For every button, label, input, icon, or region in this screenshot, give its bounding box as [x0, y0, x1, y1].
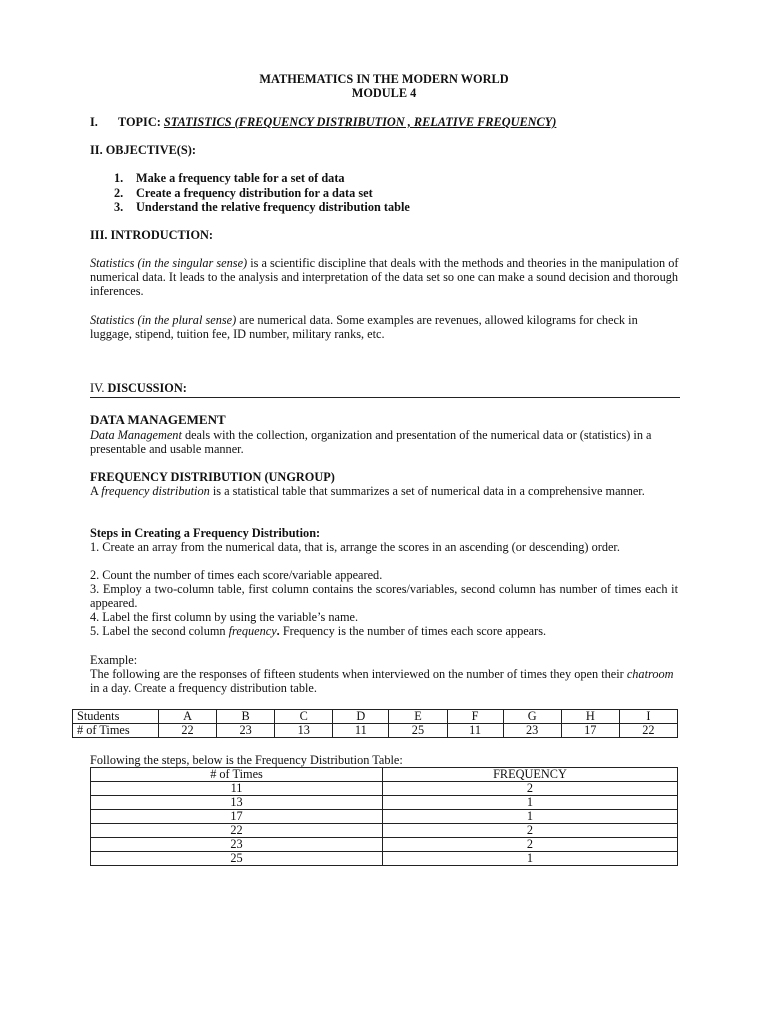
module-label: MODULE 4	[351, 86, 417, 100]
table-cell: F	[447, 710, 503, 724]
introduction-heading: III. INTRODUCTION:	[90, 228, 213, 242]
table-cell: 23	[217, 724, 275, 738]
example-paragraph: The following are the responses of fifteen students when interviewed on the number of times they open their chatroom in a day. Create a frequency distribution table.	[90, 667, 674, 696]
step-1: 1. Create an array from the numerical data, that is, arrange the scores in an ascending (or descending) order.	[90, 540, 620, 554]
table-cell: 1	[383, 810, 678, 824]
table-cell: 17	[91, 810, 383, 824]
table-row	[91, 824, 678, 838]
table-cell: Students	[73, 710, 159, 724]
table-row	[91, 852, 678, 866]
objective-item: 2. Create a frequency distribution for a data set	[114, 185, 373, 200]
introduction-paragraph-2: Statistics (in the plural sense) are numerical data. Some examples are revenues, allowed kilograms for check in luggage, stipend, tuition fee, ID number, military ranks, etc.	[90, 313, 638, 342]
table-cell: E	[389, 710, 447, 724]
discussion-number: IV.	[90, 381, 105, 395]
table-cell: 23	[503, 724, 561, 738]
table-cell: 13	[91, 796, 383, 810]
table-cell: I	[619, 710, 677, 724]
table-row	[91, 810, 678, 824]
table-cell: 11	[91, 782, 383, 796]
table-cell: D	[333, 710, 389, 724]
column-header: FREQUENCY	[383, 768, 678, 782]
frequency-table-intro: Following the steps, below is the Frequency Distribution Table:	[90, 753, 403, 767]
step-5: 5. Label the second column frequency. Frequency is the number of times each score appears.	[90, 624, 547, 638]
frequency-distribution-heading: FREQUENCY DISTRIBUTION (UNGROUP)	[90, 470, 335, 484]
data-management-heading: DATA MANAGEMENT	[90, 412, 226, 427]
topic-number: I.	[90, 115, 98, 129]
table-cell: 11	[447, 724, 503, 738]
table-row	[91, 796, 678, 810]
data-management-paragraph: Data Management deals with the collection, organization and presentation of the numerical data or (statistics) in a presentable and usable manner.	[90, 428, 652, 457]
table-cell: 2	[383, 838, 678, 852]
example-label: Example:	[90, 653, 138, 667]
table-row	[91, 838, 678, 852]
topic-text: STATISTICS (FREQUENCY DISTRIBUTION , RELATIVE FREQUENCY)	[163, 115, 557, 129]
table-cell: 2	[383, 824, 678, 838]
discussion-heading	[90, 381, 187, 395]
table-cell: 22	[91, 824, 383, 838]
column-header: # of Times	[91, 768, 383, 782]
table-cell: 23	[91, 838, 383, 852]
steps-heading: Steps in Creating a Frequency Distribution:	[90, 526, 321, 540]
discussion-label: DISCUSSION:	[107, 381, 187, 395]
table-row	[73, 710, 678, 724]
responses-table	[72, 709, 678, 738]
table-cell: C	[275, 710, 333, 724]
table-header-row	[91, 768, 678, 782]
table-cell: 22	[619, 724, 677, 738]
introduction-paragraph-1: Statistics (in the singular sense) is a scientific discipline that deals with the methods and theories in the manipulation of numerical data. It leads to the analysis and interpretation of the data set so one can make a sound decision and thorough inferences.	[90, 256, 679, 299]
table-cell: 17	[561, 724, 619, 738]
table-cell: 1	[383, 852, 678, 866]
objectives-list	[114, 171, 410, 215]
table-cell: 13	[275, 724, 333, 738]
topic-label: TOPIC:	[118, 115, 161, 129]
table-cell: B	[217, 710, 275, 724]
table-cell: 1	[383, 796, 678, 810]
frequency-distribution-table	[90, 767, 678, 866]
step-4: 4. Label the first column by using the variable’s name.	[90, 610, 359, 624]
table-cell: 2	[383, 782, 678, 796]
table-cell: 22	[159, 724, 217, 738]
section-divider	[90, 397, 680, 398]
table-row	[73, 724, 678, 738]
objective-item: 1. Make a frequency table for a set of data	[114, 171, 345, 185]
table-cell: H	[561, 710, 619, 724]
objective-item: 3. Understand the relative frequency distribution table	[114, 200, 410, 214]
table-cell: # of Times	[73, 724, 159, 738]
table-cell: 25	[389, 724, 447, 738]
topic-line	[118, 115, 556, 129]
table-cell: A	[159, 710, 217, 724]
table-row	[91, 782, 678, 796]
table-cell: G	[503, 710, 561, 724]
table-cell: 11	[333, 724, 389, 738]
table-cell: 25	[91, 852, 383, 866]
step-2: 2. Count the number of times each score/variable appeared.	[90, 568, 383, 582]
step-3: 3. Employ a two-column table, first column contains the scores/variables, second column has number of times each it appeared.	[90, 582, 678, 611]
document-title: MATHEMATICS IN THE MODERN WORLD	[259, 72, 509, 86]
objectives-heading: II. OBJECTIVE(S):	[90, 143, 196, 157]
frequency-distribution-paragraph: A frequency distribution is a statistical table that summarizes a set of numerical data in a comprehensive manner.	[90, 484, 645, 498]
